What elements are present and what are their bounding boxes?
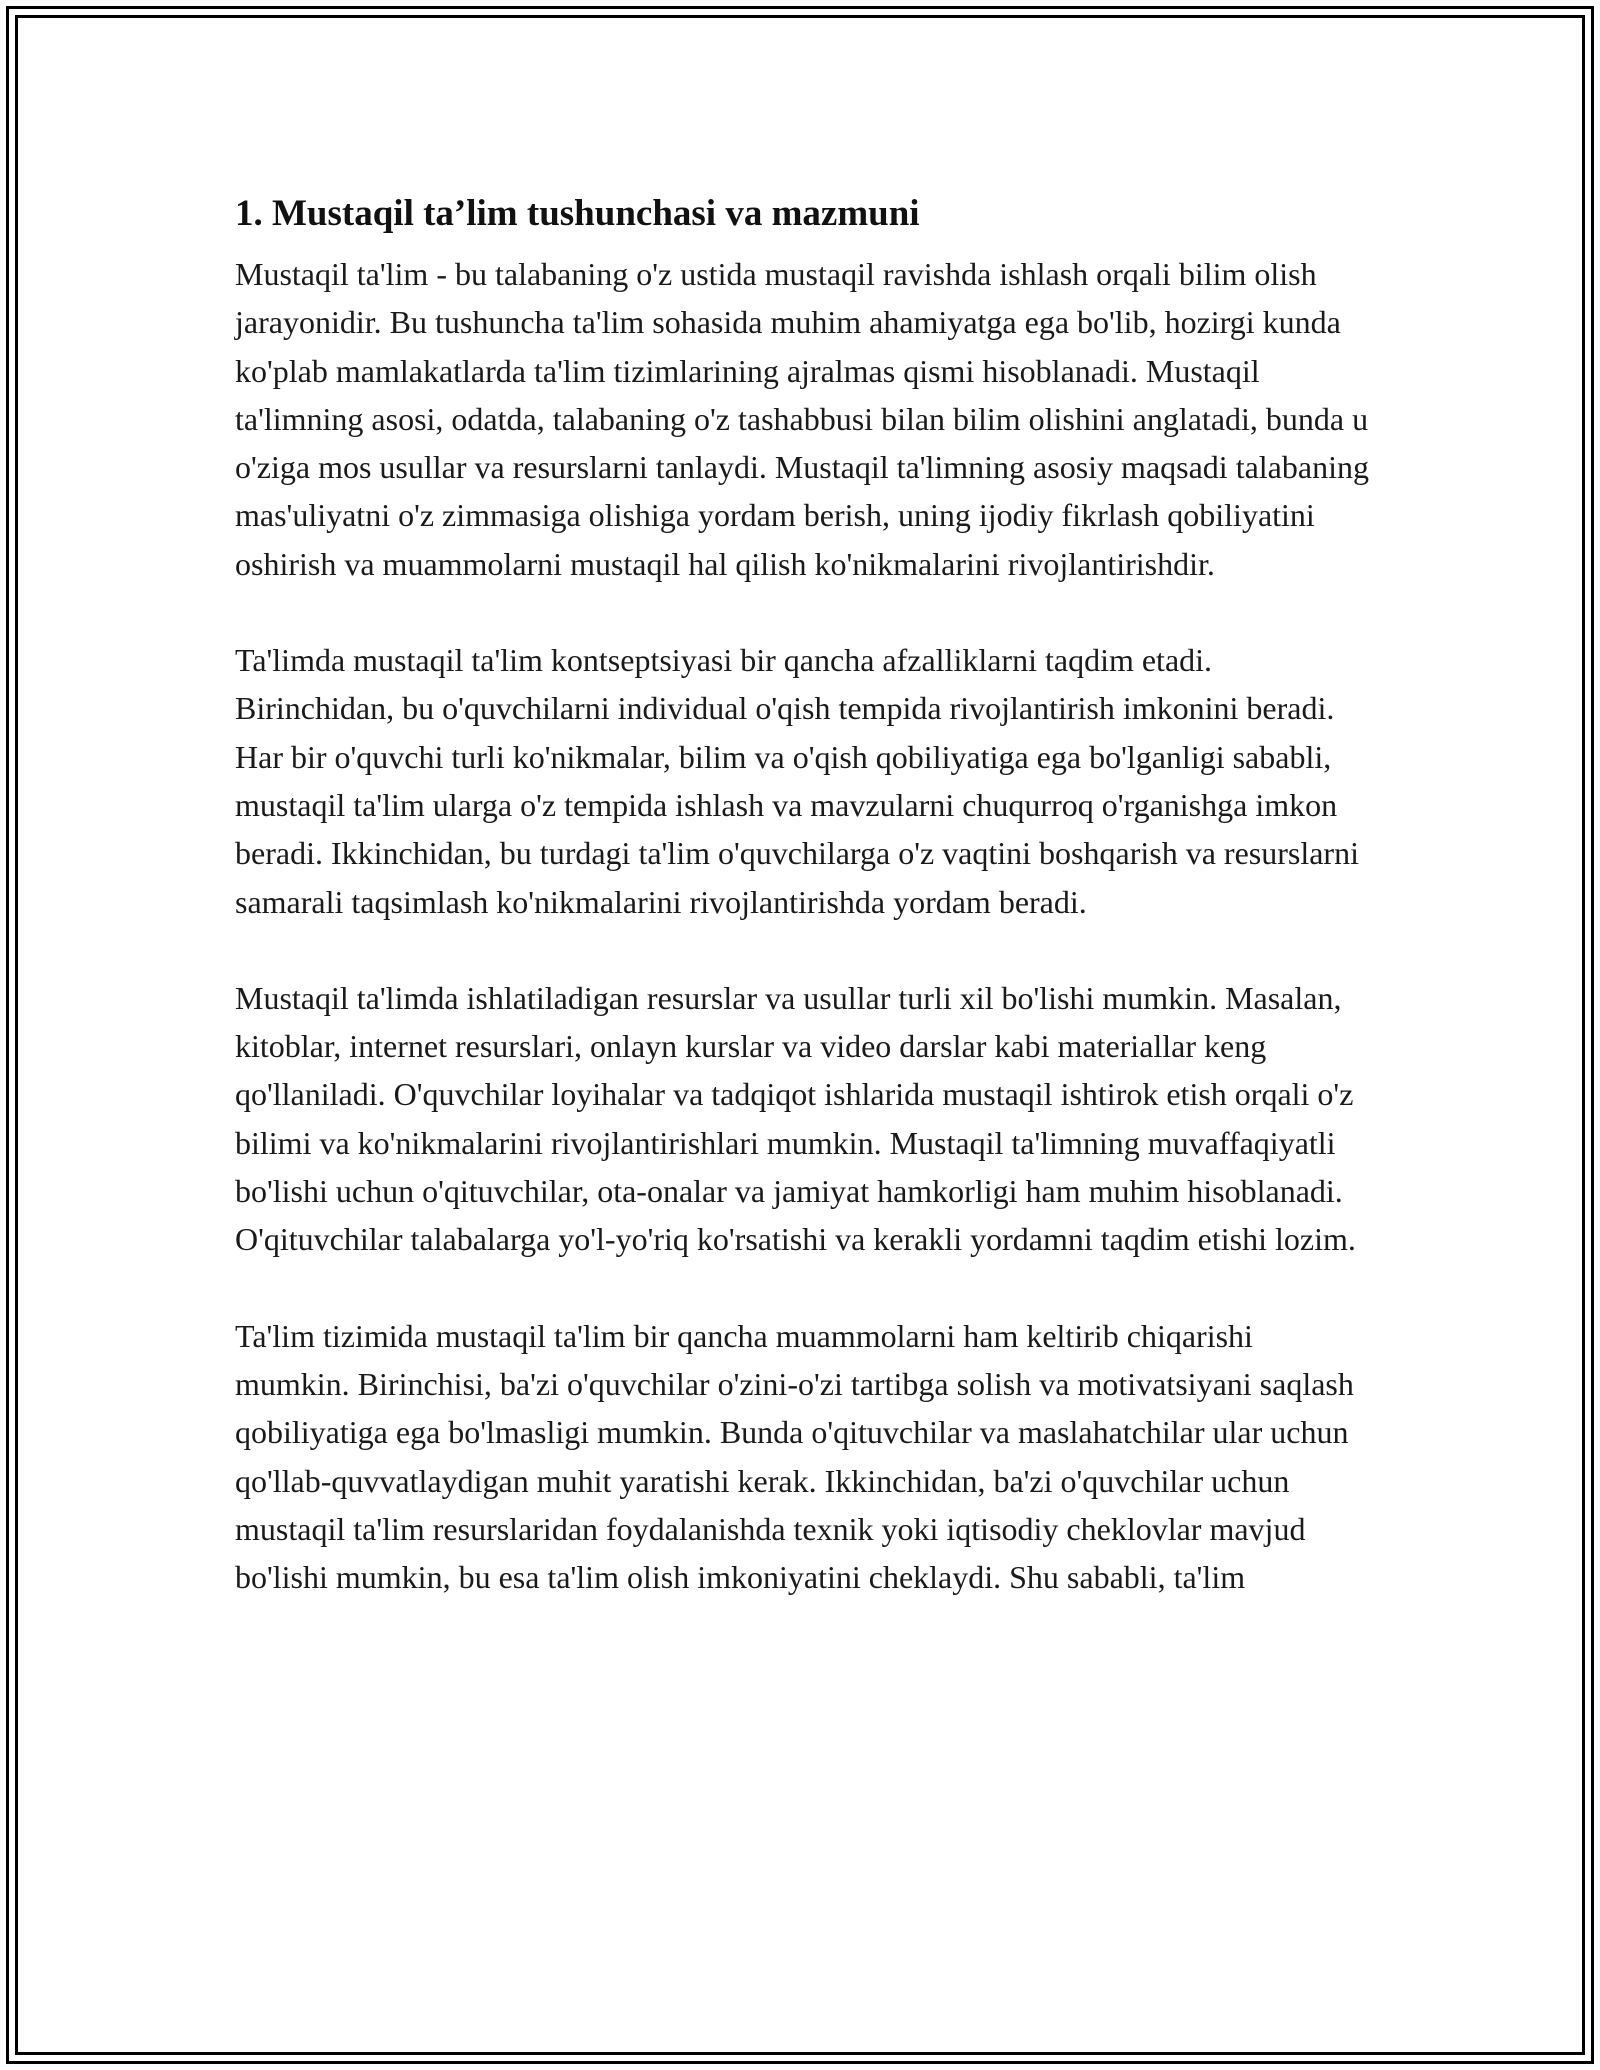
paragraph-1: Mustaqil ta'lim - bu talabaning o'z ustida mustaqil ravishda ishlash orqali bilim olish jarayonidir. Bu tushuncha ta'lim sohasida muhim ahamiyatga ega bo'lib, hozirgi kunda ko'plab mamlakatlarda ta'lim tizimlarining ajralmas qismi hisoblanadi. Mustaqil ta'limning asosi, odatda, talabaning o'z tashabbusi bilan bilim olishini anglatadi, bunda u o'ziga mos usullar va resurslarni tanlaydi. Mustaqil ta'limning asosiy maqsadi talabaning mas'uliyatni o'z zimmasiga olishiga yordam berish, uning ijodiy fikrlash qobiliyatini oshirish va muammolarni mustaqil hal qilish ko'nikmalarini rivojlantirishdir. <box>235 256 1369 582</box>
paragraph-3: Mustaqil ta'limda ishlatiladigan resurslar va usullar turli xil bo'lishi mumkin. Masalan, kitoblar, internet resurslari, onlayn kurslar va video darslar kabi materiallar keng qo'llaniladi. O'quvchilar loyihalar va tadqiqot ishlarida mustaqil ishtirok etish orqali o'z bilimi va ko'nikmalarini rivojlantirishlari mumkin. Mustaqil ta'limning muvaffaqiyatli bo'lishi uchun o'qituvchilar, ota-onalar va jamiyat hamkorligi ham muhim hisoblanadi. O'qituvchilar talabalarga yo'l-yo'riq ko'rsatishi va kerakli yordamni taqdim etishi lozim. <box>235 979 1356 1258</box>
paragraph-4: Ta'lim tizimida mustaqil ta'lim bir qancha muammolarni ham keltirib chiqarishi mumkin. Birinchisi, ba'zi o'quvchilar o'zini-o'zi tartibga solish va motivatsiyani saqlash qobiliyatiga ega bo'lmasligi mumkin. Bunda o'qituvchilar va maslahatchilar ular uchun qo'llab-quvvatlaydigan muhit yaratishi kerak. Ikkinchidan, ba'zi o'quvchilar uchun mustaqil ta'lim resurslaridan foydalanishda texnik yoki iqtisodiy cheklovlar mavjud bo'lishi mumkin, bu esa ta'lim olish imkoniyatini cheklaydi. Shu sababli, ta'lim <box>235 1317 1354 1596</box>
document-body <box>235 188 1370 1601</box>
paragraph-2: Ta'limda mustaqil ta'lim kontseptsiyasi bir qancha afzalliklarni taqdim etadi. Birinchidan, bu o'quvchilarni individual o'qish tempida rivojlantirish imkonini beradi. Har bir o'quvchi turli ko'nikmalar, bilim va o'qish qobiliyatiga ega bo'lganligi sababli, mustaqil ta'lim ularga o'z tempida ishlash va mavzularni chuqurroq o'rganishga imkon beradi. Ikkinchidan, bu turdagi ta'lim o'quvchilarga o'z vaqtini boshqarish va resurslarni samarali taqsimlash ko'nikmalarini rivojlantirishda yordam beradi. <box>235 642 1359 920</box>
section-heading: 1. Mustaqil ta’lim tushunchasi va mazmuni <box>235 193 920 234</box>
